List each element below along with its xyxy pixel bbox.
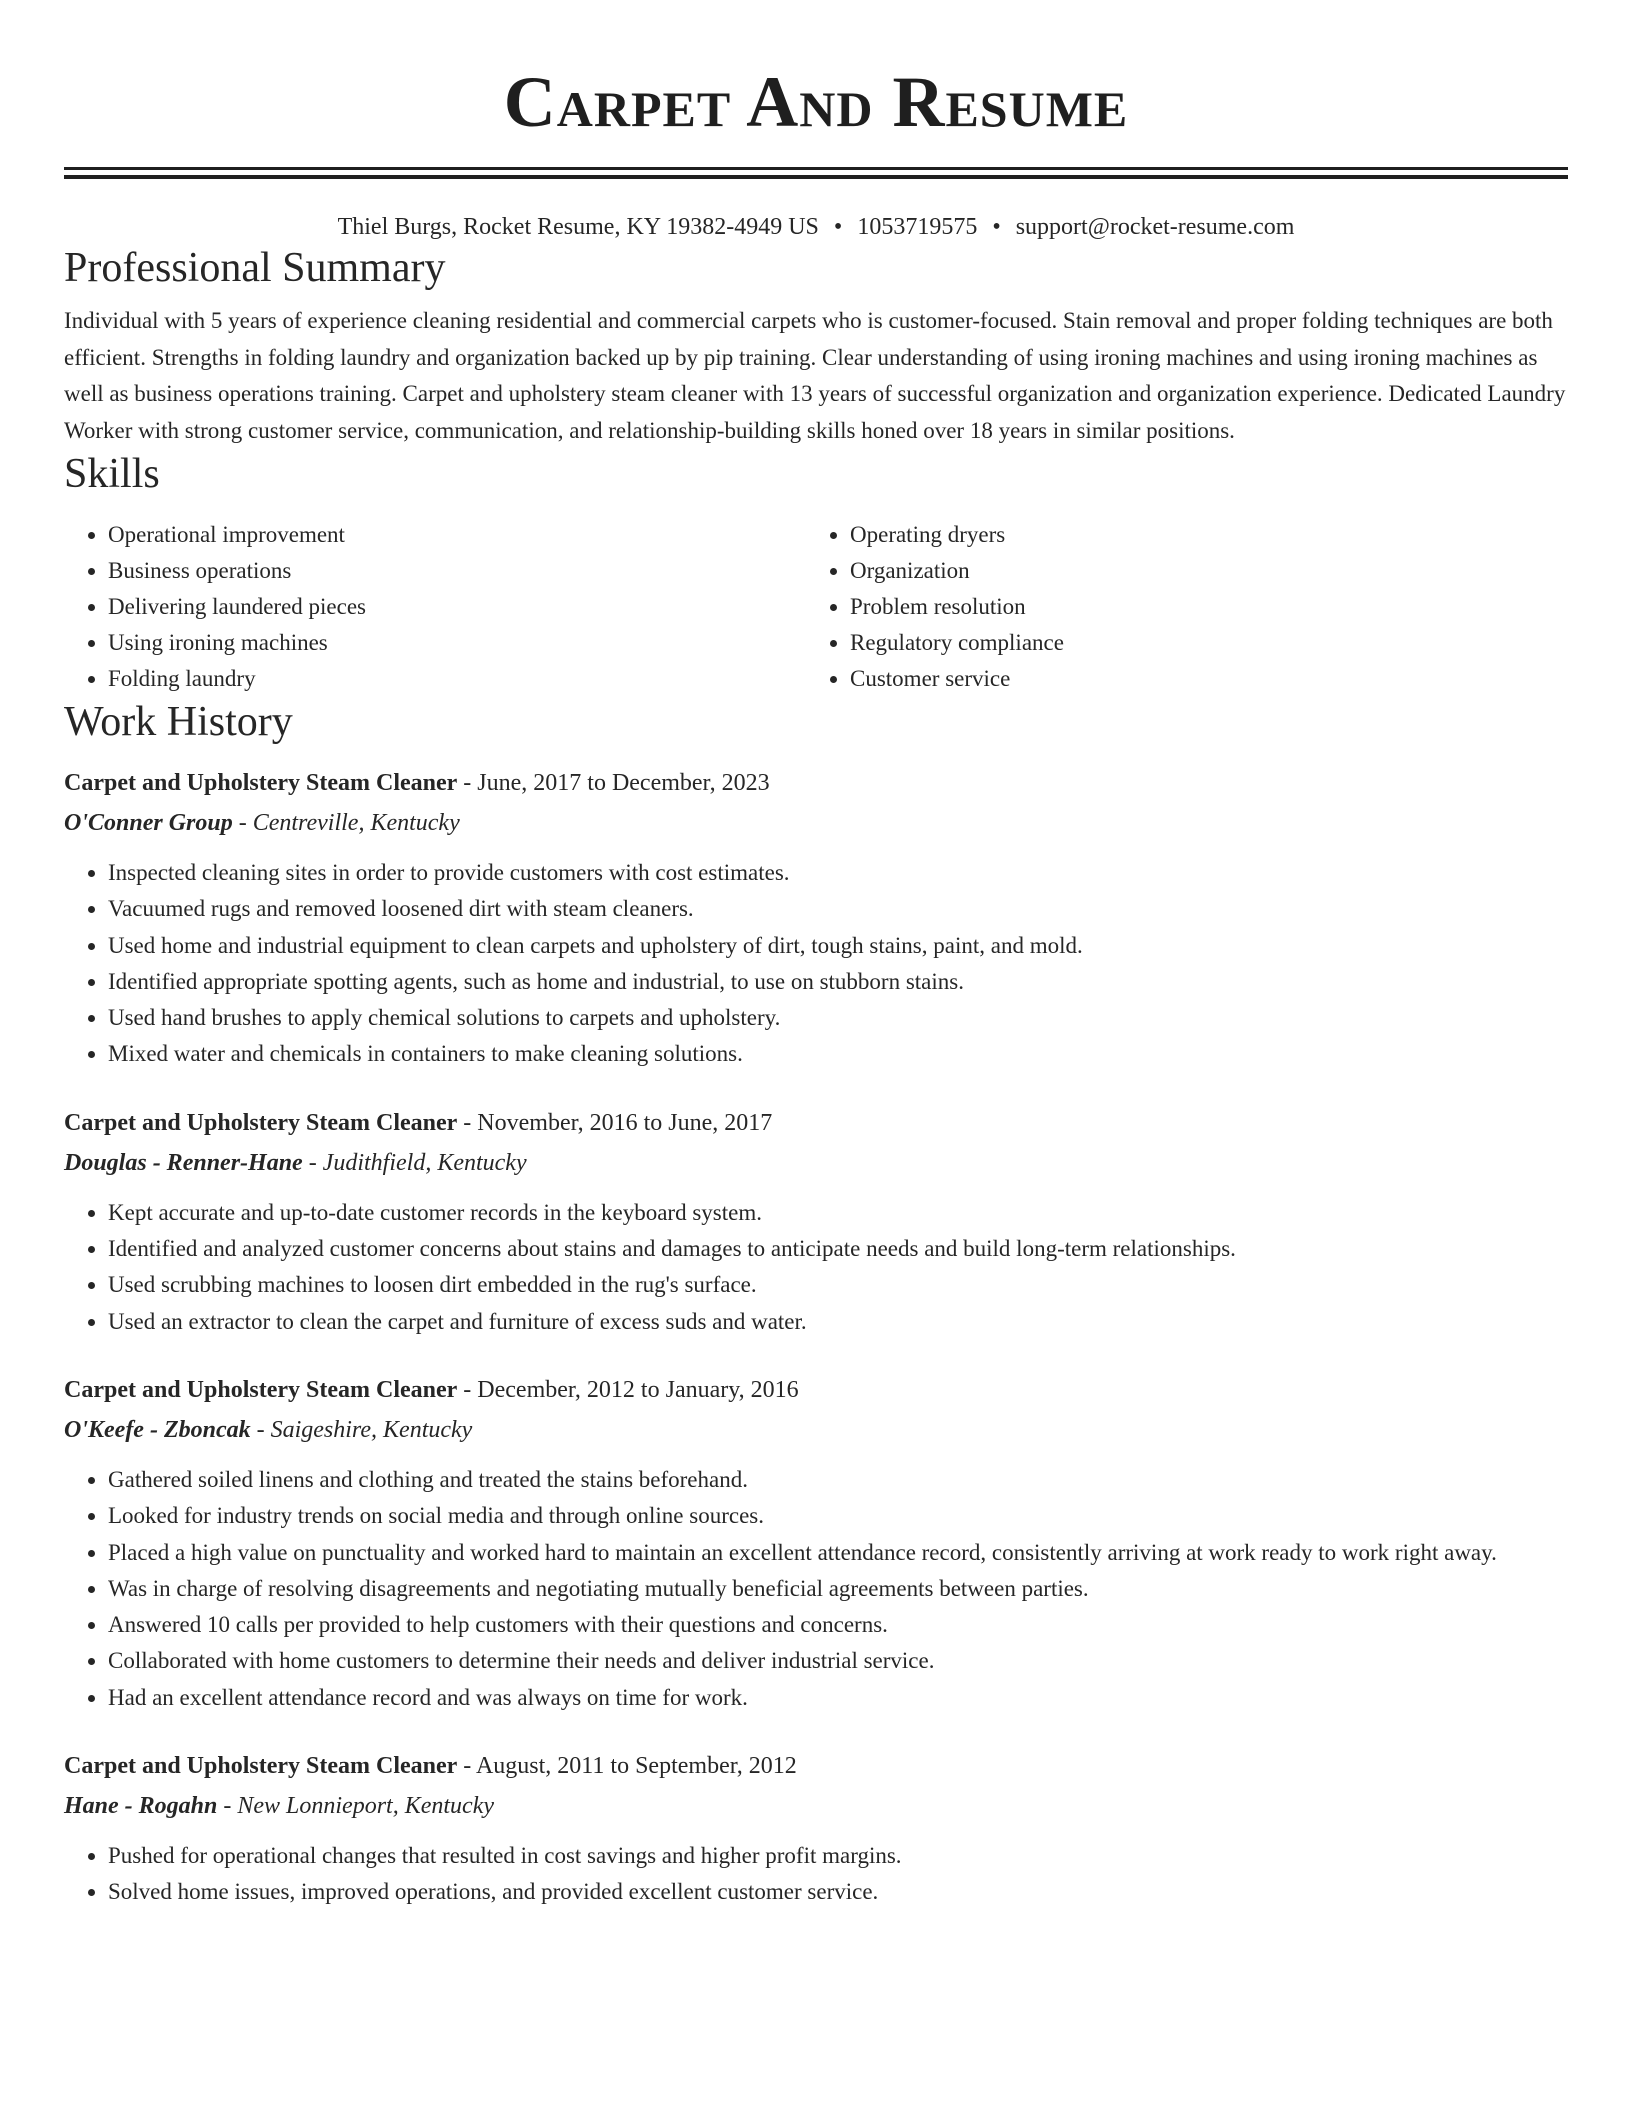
company-line <box>64 1143 1568 1183</box>
contact-separator: • <box>992 214 1001 240</box>
company-line <box>64 1410 1568 1450</box>
job-entry <box>64 1370 1568 1716</box>
company-location: - Judithfield, Kentucky <box>302 1149 527 1176</box>
candidate-name: Carpet And Resume <box>503 62 1129 142</box>
job-entry <box>64 1746 1568 1911</box>
resume-page <box>64 0 1568 1911</box>
company-line <box>64 1786 1568 1826</box>
skill-item: • Operational improvement <box>108 517 806 553</box>
contact-phone: 1053719575 <box>857 214 978 240</box>
job-title-line <box>64 1370 1568 1410</box>
job-bullet: • Solved home issues, improved operations, and provided excellent customer service. <box>108 1874 1568 1910</box>
company-name: Hane - Rogahn <box>64 1793 218 1820</box>
job-dates: - December, 2012 to January, 2016 <box>457 1376 799 1403</box>
summary-text: Individual with 5 years of experience cleaning residential and commercial carpets who is customer-focused. Stain removal and proper folding techniques are both efficient. Strengths in folding laundry and organization backed up by pip training. Clear understanding of using ironing machines and using ironing machines as well as business operations training. Carpet and upholstery steam cleaner with 13 years of successful organization and organization experience. Dedicated Laundry Worker with strong customer service, communication, and relationship-building skills honed over 18 years in similar positions. <box>64 308 1566 443</box>
job-bullet: • Identified appropriate spotting agents, such as home and industrial, to use on stubborn stains. <box>108 964 1568 1000</box>
contact-line <box>64 211 1568 243</box>
job-bullets <box>64 1462 1568 1716</box>
company-name: O'Conner Group <box>64 810 233 836</box>
job-bullet: • Used an extractor to clean the carpet and furniture of excess suds and water. <box>108 1304 1568 1340</box>
skills-grid <box>64 517 1568 697</box>
skill-item: • Organization <box>850 553 1548 589</box>
summary-heading: Professional Summary <box>64 245 446 291</box>
job-title-line <box>64 763 1568 803</box>
job-title-line <box>64 1103 1568 1143</box>
company-line <box>64 803 1568 843</box>
job-bullets <box>64 855 1568 1073</box>
job-bullet: • Answered 10 calls per provided to help customers with their questions and concerns. <box>108 1607 1568 1643</box>
skill-item: • Folding laundry <box>108 661 806 697</box>
job-bullet: • Placed a high value on punctuality and worked hard to maintain an excellent attendance record, consistently arriving at work ready to work right away. <box>108 1535 1568 1571</box>
company-location: - Saigeshire, Kentucky <box>250 1416 473 1443</box>
job-bullet: • Vacuumed rugs and removed loosened dirt with steam cleaners. <box>108 891 1568 927</box>
skill-item: • Operating dryers <box>850 517 1548 553</box>
job-bullet: • Kept accurate and up-to-date customer records in the keyboard system. <box>108 1195 1568 1231</box>
job-title: Carpet and Upholstery Steam Cleaner <box>64 1753 458 1780</box>
job-bullet: • Used hand brushes to apply chemical solutions to carpets and upholstery. <box>108 1000 1568 1036</box>
job-bullet: • Used home and industrial equipment to clean carpets and upholstery of dirt, tough stains, paint, and mold. <box>108 928 1568 964</box>
job-bullet: • Collaborated with home customers to determine their needs and deliver industrial service. <box>108 1643 1568 1679</box>
work-history-heading: Work History <box>64 699 293 745</box>
job-dates: - August, 2011 to September, 2012 <box>457 1753 797 1780</box>
skills-left-column <box>64 517 806 697</box>
company-location: - New Lonnieport, Kentucky <box>217 1793 494 1820</box>
job-bullet: • Gathered soiled linens and clothing and treated the stains beforehand. <box>108 1462 1568 1498</box>
job-entry <box>64 1103 1568 1340</box>
skills-heading: Skills <box>64 451 160 497</box>
skills-right-column <box>806 517 1548 697</box>
skill-item: • Business operations <box>108 553 806 589</box>
skill-item: • Customer service <box>850 661 1548 697</box>
company-name: O'Keefe - Zboncak <box>64 1416 251 1443</box>
job-entry <box>64 763 1568 1073</box>
contact-address: Thiel Burgs, Rocket Resume, KY 19382-4949 US <box>337 214 819 240</box>
job-dates: - November, 2016 to June, 2017 <box>457 1109 773 1136</box>
company-name: Douglas - Renner-Hane <box>64 1149 303 1176</box>
job-title: Carpet and Upholstery Steam Cleaner <box>64 1109 458 1136</box>
skill-item: • Regulatory compliance <box>850 625 1548 661</box>
header-rule-top <box>64 167 1568 170</box>
company-location: - Centreville, Kentucky <box>232 810 460 836</box>
job-bullet: • Pushed for operational changes that resulted in cost savings and higher profit margins. <box>108 1838 1568 1874</box>
job-bullets <box>64 1838 1568 1911</box>
job-title: Carpet and Upholstery Steam Cleaner <box>64 770 458 796</box>
job-bullet: • Had an excellent attendance record and was always on time for work. <box>108 1680 1568 1716</box>
job-title-line <box>64 1746 1568 1786</box>
job-title: Carpet and Upholstery Steam Cleaner <box>64 1376 458 1403</box>
header-rule-bottom <box>64 175 1568 179</box>
job-bullet: • Was in charge of resolving disagreements and negotiating mutually beneficial agreements between parties. <box>108 1571 1568 1607</box>
job-bullet: • Inspected cleaning sites in order to provide customers with cost estimates. <box>108 855 1568 891</box>
contact-email: support@rocket-resume.com <box>1015 214 1295 240</box>
contact-separator: • <box>833 214 843 240</box>
job-bullets <box>64 1195 1568 1340</box>
job-dates: - June, 2017 to December, 2023 <box>457 770 770 796</box>
skill-item: • Problem resolution <box>850 589 1548 625</box>
job-bullet: • Mixed water and chemicals in containers to make cleaning solutions. <box>108 1036 1568 1072</box>
job-bullet: • Used scrubbing machines to loosen dirt embedded in the rug's surface. <box>108 1267 1568 1303</box>
job-bullet: • Identified and analyzed customer concerns about stains and damages to anticipate needs and build long-term relationships. <box>108 1231 1568 1267</box>
skill-item: • Using ironing machines <box>108 625 806 661</box>
job-bullet: • Looked for industry trends on social media and through online sources. <box>108 1498 1568 1534</box>
skill-item: • Delivering laundered pieces <box>108 589 806 625</box>
